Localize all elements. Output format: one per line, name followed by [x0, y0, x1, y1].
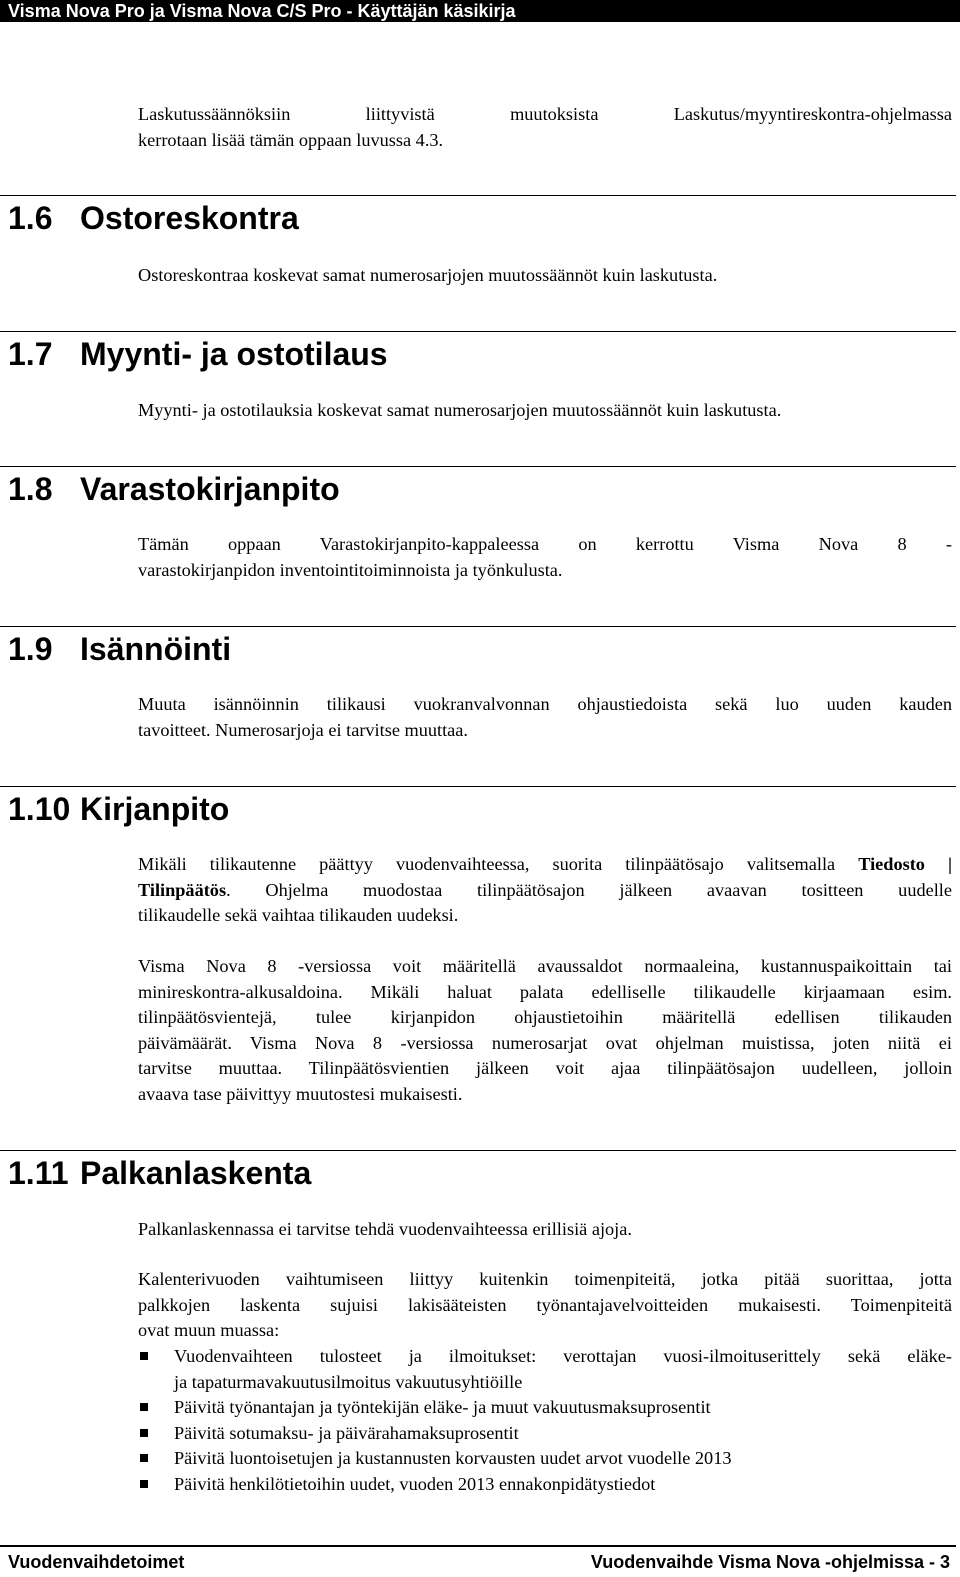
- section-title: Kirjanpito: [80, 791, 230, 827]
- header-title: Visma Nova Pro ja Visma Nova C/S Pro - Käyttäjän käsikirja: [8, 1, 516, 21]
- palkanlaskenta-paragraph-1: [138, 1217, 952, 1243]
- section-heading-1-8: [8, 469, 340, 509]
- list-item: [138, 1395, 952, 1421]
- document-header: [0, 0, 960, 22]
- kirjanpito-paragraph-2: [138, 954, 952, 1107]
- section-text-line: tavoitteet. Numerosarjoja ei tarvitse muuttaa.: [138, 719, 468, 740]
- section-text-line: tilikaudelle sekä vaihtaa tilikauden uudeksi.: [138, 905, 459, 925]
- section-text-line: ovat muun muassa:: [138, 1320, 280, 1340]
- palkanlaskenta-bullet-list: [138, 1344, 952, 1497]
- text-run: Mikäli tilikautenne päättyy vuodenvaihteessa, suorita tilinpäätösajo valitsemalla: [138, 854, 836, 874]
- section-text-line: Kalenterivuoden vaihtumiseen liittyy kuitenkin toimenpiteitä, jotka pitää suorittaa, jotta: [138, 1269, 952, 1289]
- section-number: 1.7: [8, 336, 53, 372]
- square-bullet-icon: [140, 1403, 148, 1411]
- section-text: [138, 398, 952, 424]
- section-divider: [0, 331, 956, 332]
- section-text-line: Ostoreskontraa koskevat samat numerosarjojen muutossäännöt kuin laskutusta.: [138, 265, 718, 285]
- list-item-text: Päivitä työnantajan ja työntekijän eläke- ja muut vakuutusmaksuprosentit: [174, 1397, 711, 1417]
- section-heading-1-6: [8, 198, 299, 238]
- section-number: 1.6: [8, 200, 53, 236]
- section-text-line: Visma Nova 8 -versiossa voit määritellä avaussaldot normaaleina, kustannuspaikoittain tai: [138, 956, 952, 976]
- section-divider: [0, 626, 956, 627]
- kirjanpito-paragraph-1: [138, 852, 952, 929]
- section-divider: [0, 1150, 956, 1151]
- intro-line: kerrotaan lisää tämän oppaan luvussa 4.3.: [138, 129, 444, 150]
- section-number: 1.11: [8, 1155, 69, 1191]
- footer-chapter: Vuodenvaihdetoimet: [8, 1552, 185, 1572]
- text-run: . Ohjelma muodostaa tilinpäätösajon jälkeen avaavan tositteen uudelle: [226, 879, 952, 900]
- square-bullet-icon: [140, 1480, 148, 1488]
- list-item-text: Päivitä sotumaksu- ja päivärahamaksuprosentit: [174, 1422, 519, 1443]
- list-item-text: Päivitä luontoisetujen ja kustannusten korvausten uudet arvot vuodelle 2013: [174, 1448, 732, 1468]
- square-bullet-icon: [140, 1429, 148, 1437]
- section-text-line: tarvitse muuttaa. Tilinpäätösvientien jälkeen voit ajaa tilinpäätösajon uudelleen, jolloin: [138, 1058, 952, 1078]
- intro-line: Laskutussäännöksiin liittyvistä muutoksista Laskutus/myyntireskontra-ohjelmassa: [138, 104, 952, 124]
- section-divider: [0, 195, 956, 196]
- section-text-line: tilinpäätösvientejä, tulee kirjanpidon ohjaustietoihin määritellä edellisen tilikauden: [138, 1007, 952, 1027]
- list-item: [138, 1446, 952, 1472]
- section-text-line: Myynti- ja ostotilauksia koskevat samat numerosarjojen muutossäännöt kuin laskutusta.: [138, 400, 782, 420]
- list-item: [138, 1472, 952, 1498]
- section-text-line: avaava tase päivittyy muutostesi mukaisesti.: [138, 1083, 463, 1104]
- section-heading-1-11: [8, 1153, 311, 1193]
- section-divider: [0, 466, 956, 467]
- section-text-line: varastokirjanpidon inventointitoiminnoista ja työnkulusta.: [138, 559, 563, 580]
- section-text-line: minireskontra-alkusaldoina. Mikäli haluat palata edelliselle tilikaudelle kirjaamaan esim.: [138, 981, 952, 1002]
- list-item: [138, 1344, 952, 1395]
- section-text-line: Muuta isännöinnin tilikausi vuokranvalvonnan ohjaustiedoista sekä luo uuden kauden: [138, 694, 952, 714]
- section-number: 1.9: [8, 631, 53, 667]
- list-item: [138, 1421, 952, 1447]
- palkanlaskenta-paragraph-2: [138, 1267, 952, 1344]
- section-text: [138, 532, 952, 583]
- section-divider: [0, 786, 956, 787]
- section-heading-1-9: [8, 629, 231, 669]
- section-title: Ostoreskontra: [80, 200, 299, 236]
- intro-paragraph: [138, 102, 952, 153]
- section-heading-1-7: [8, 334, 388, 374]
- section-title: Varastokirjanpito: [80, 471, 340, 507]
- section-title: Palkanlaskenta: [80, 1155, 312, 1191]
- section-text-line: [138, 878, 952, 904]
- document-footer: [0, 1545, 956, 1573]
- section-text-line: Tämän oppaan Varastokirjanpito-kappaleessa on kerrottu Visma Nova 8 -: [138, 534, 952, 554]
- square-bullet-icon: [140, 1352, 148, 1360]
- section-text-line: Palkanlaskennassa ei tarvitse tehdä vuodenvaihteessa erillisiä ajoja.: [138, 1219, 632, 1239]
- section-number: 1.8: [8, 471, 53, 507]
- section-heading-1-10: [8, 789, 229, 829]
- section-text: [138, 692, 952, 743]
- list-item-text: ja tapaturmavakuutusilmoitus vakuutusyhtiöille: [174, 1371, 523, 1392]
- section-text: [138, 263, 952, 289]
- square-bullet-icon: [140, 1454, 148, 1462]
- section-title: Isännöinti: [80, 631, 232, 667]
- section-text-line: päivämäärät. Visma Nova 8 -versiossa numerosarjat ovat ohjelman muistissa, joten niitä ei: [138, 1032, 952, 1053]
- section-title: Myynti- ja ostotilaus: [80, 336, 388, 372]
- section-text-line: palkkojen laskenta sujuisi lakisääteisten työnantajavelvoitteiden mukaisesti. Toimenpiteitä: [138, 1294, 952, 1315]
- list-item-text: Vuodenvaihteen tulosteet ja ilmoitukset: verottajan vuosi-ilmoituserittely sekä eläke-: [174, 1346, 952, 1366]
- menu-path-bold: Tilinpäätös: [138, 879, 227, 900]
- list-item-text: Päivitä henkilötietoihin uudet, vuoden 2013 ennakonpidätystiedot: [174, 1473, 656, 1494]
- footer-page-label: Vuodenvaihde Visma Nova -ohjelmissa - 3: [590, 1552, 950, 1572]
- section-number: 1.10: [8, 791, 71, 827]
- section-text-line: [138, 852, 952, 878]
- menu-path-bold: Tiedosto |: [858, 854, 952, 874]
